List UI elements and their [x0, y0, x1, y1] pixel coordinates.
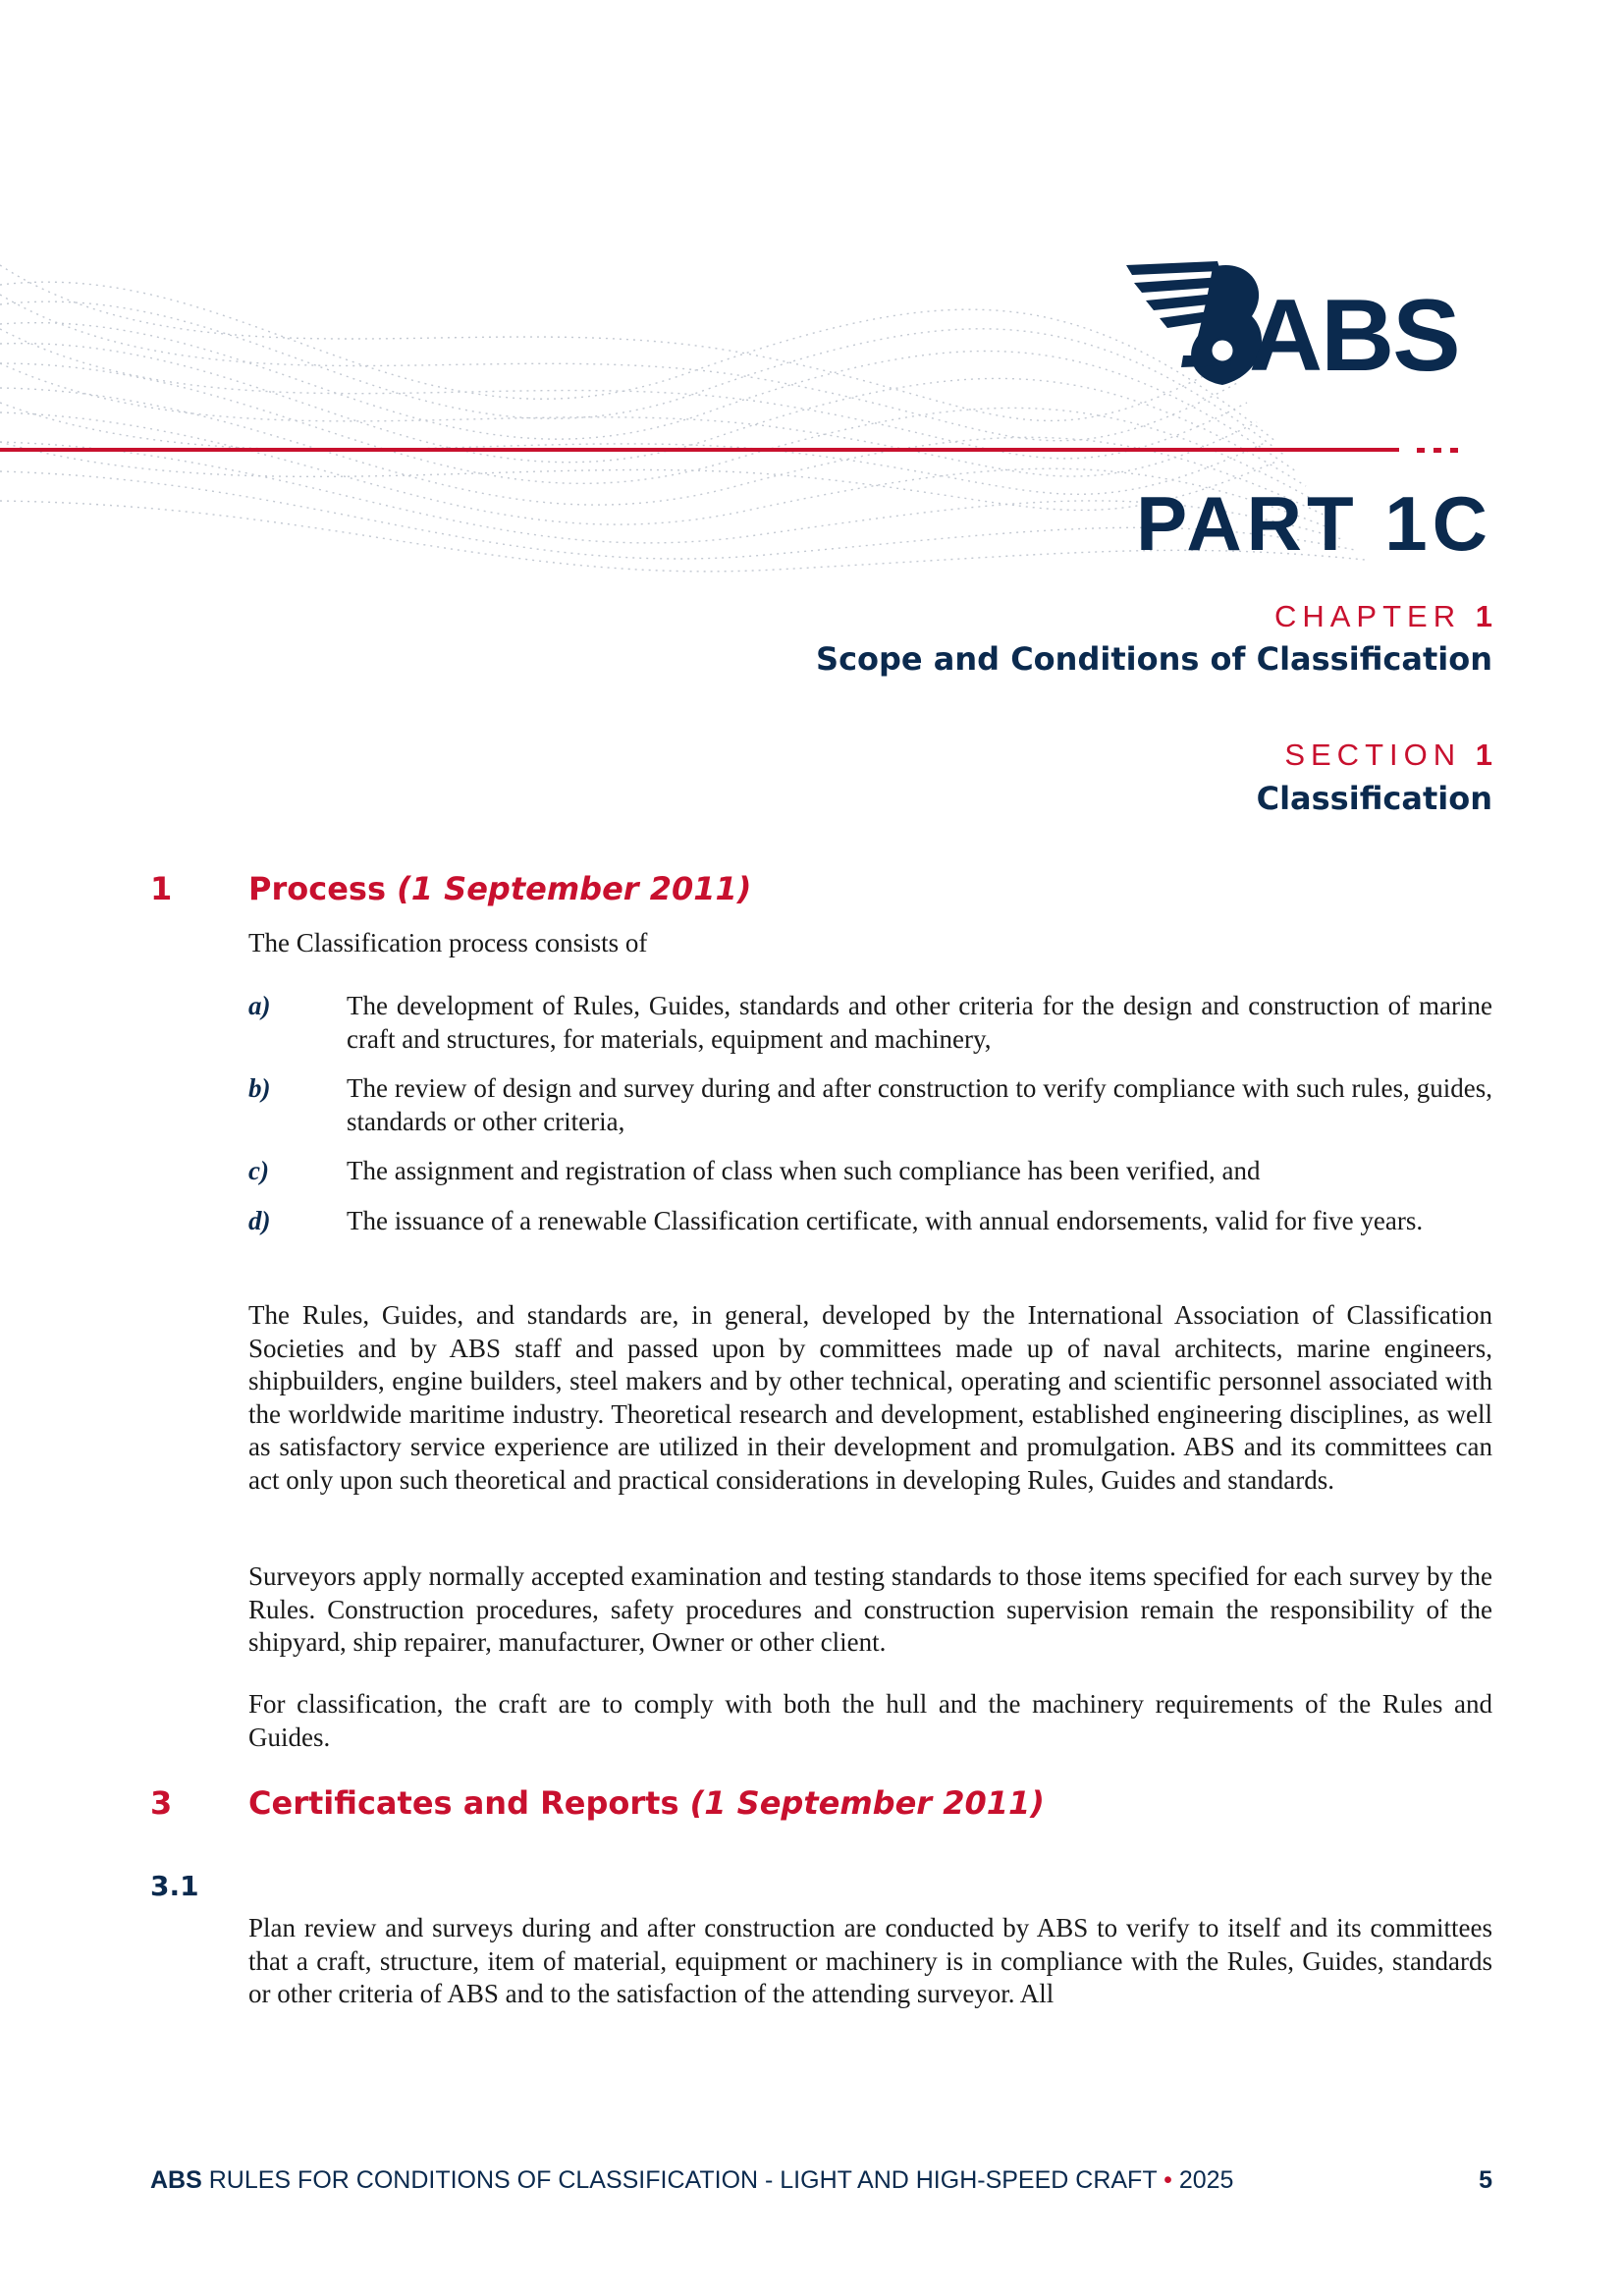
chapter-number: 1 [1475, 599, 1492, 633]
section-number: 1 [1475, 738, 1492, 772]
paragraph-classification-compliance: For classification, the craft are to comply with both the hull and the machinery requirements of the Rules and Guides. [248, 1689, 1492, 1752]
page-number: 5 [1479, 2166, 1492, 2194]
section-label: SECTION 1 [1284, 738, 1492, 772]
footer-separator: • [1163, 2166, 1172, 2194]
heading-number-1: 1 [150, 870, 173, 907]
heading-process: Process (1 September 2011) [248, 870, 752, 907]
part-title: PART 1C [1136, 480, 1492, 567]
list-letter-c: c) [248, 1156, 269, 1185]
list-item-a: The development of Rules, Guides, standards and other criteria for the design and construction of marine craft and structures, for materials, equipment and machinery, [347, 991, 1492, 1054]
paragraph-plan-review: Plan review and surveys during and after construction are conducted by ABS to verify to itself and its committees that a craft, structure, item of material, equipment or machinery is in compliance with the Rules, Guides, standards or other criteria of ABS and to the satisfaction of the attending surveyor. All [248, 1913, 1492, 2008]
abs-logo-text: ABS [1249, 279, 1459, 393]
list-letter-a: a) [248, 991, 271, 1020]
section-title: Classification [1256, 780, 1492, 817]
footer-title: RULES FOR CONDITIONS OF CLASSIFICATION - LIGHT AND HIGH-SPEED CRAFT [208, 2166, 1158, 2194]
list-item-b: The review of design and survey during and after construction to verify compliance with such rules, guides, standards or other criteria, [347, 1073, 1492, 1136]
list-letter-b: b) [248, 1073, 271, 1103]
heading-date: (1 September 2011) [397, 870, 752, 907]
process-intro: The Classification process consists of [248, 928, 648, 957]
heading-date: (1 September 2011) [689, 1784, 1045, 1822]
heading-number-3: 3 [150, 1784, 173, 1822]
list-item-d: The issuance of a renewable Classification certificate, with annual endorsements, valid for five years. [347, 1206, 1424, 1235]
footer-year: 2025 [1178, 2166, 1234, 2194]
footer-brand: ABS [150, 2166, 202, 2194]
list-item-c: The assignment and registration of class when such compliance has been verified, and [347, 1156, 1261, 1185]
page-footer [150, 2166, 1233, 2195]
subsection-number: 3.1 [150, 1870, 199, 1902]
chapter-label: CHAPTER 1 [1273, 599, 1492, 633]
chapter-title: Scope and Conditions of Classification [816, 640, 1492, 678]
paragraph-rules-development: The Rules, Guides, and standards are, in general, developed by the International Association of Classification Societies and by ABS staff and passed upon by committees made up of naval architects, marine engineers, shipbuilders, engine builders, steel makers and by other technical, operating and scientific personnel associated with the worldwide maritime industry. Theoretical research and development, established engineering disciplines, as well as satisfactory service experience are utilized in their development and promulgation. ABS and its committees can act only upon such theoretical and practical considerations in developing Rules, Guides and standards. [248, 1300, 1492, 1495]
heading-certificates-reports: Certificates and Reports (1 September 2011) [248, 1784, 1045, 1822]
list-letter-d: d) [248, 1206, 271, 1235]
paragraph-surveyors: Surveyors apply normally accepted examination and testing standards to those items specified for each survey by the Rules. Construction procedures, safety procedures and construction supervision remain the responsibility of the shipyard, ship repairer, manufacturer, Owner or other client. [248, 1561, 1492, 1657]
